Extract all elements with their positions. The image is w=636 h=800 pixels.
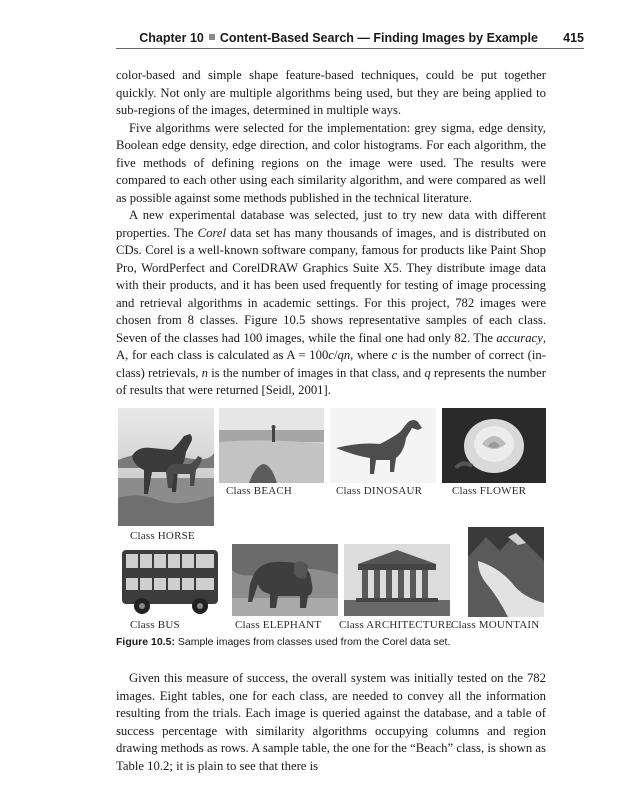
elephant-image <box>232 544 338 616</box>
running-header <box>116 28 584 49</box>
p3-q-var: q <box>424 365 431 380</box>
page-number: 415 <box>563 31 584 45</box>
architecture-image <box>344 544 450 616</box>
p3-accuracy: accuracy <box>496 330 543 345</box>
body-text-bottom <box>116 670 546 775</box>
horse-image <box>118 408 214 526</box>
p3-text-e: , where <box>350 348 392 362</box>
label-class-elephant: Class ELEPHANT <box>235 619 322 631</box>
p3-text-f: is the number of correct (in-class) retrievals, <box>116 348 546 380</box>
paragraph-2: Five algorithms were selected for the implementation: grey sigma, edge density, Boolean edge density, edge direction, and color histograms. For each algorithm, the five methods of defining regions on the image were used. The results were compared to each other using each similarity algorithm, and were compared as well as possible against some methods published in the technical literature. <box>116 120 546 205</box>
p3-n-var: n <box>201 365 209 380</box>
body-text-top <box>116 67 546 400</box>
header-title-line <box>139 31 538 45</box>
dinosaur-image <box>330 408 436 483</box>
p3-text-h: represents the number of results that were returned [Seidl, 2001]. <box>116 365 546 397</box>
label-class-horse: Class HORSE <box>130 530 195 542</box>
paragraph-3 <box>116 207 546 400</box>
label-class-flower: Class FLOWER <box>452 485 527 497</box>
p3-qn: qn <box>337 348 351 362</box>
p3-text-c: , A, for each class is calculated as A = 100 <box>116 330 546 362</box>
caption-text: Sample images from classes used from the Corel data set. <box>177 636 451 648</box>
label-class-mountain: Class MOUNTAIN <box>451 619 540 631</box>
p3-text-a: A new experimental database was selected, just to try new data with different properties. The <box>116 208 546 240</box>
paragraph-1: color-based and simple shape feature-based techniques, could be put together quickly. Not only are multiple algorithms being used, but they are being applied to sub-regions of the images, determined in multiple ways. <box>116 68 546 117</box>
mountain-image <box>468 527 544 617</box>
p3-slash: / <box>333 348 338 362</box>
p3-text-b: data set has many thousands of images, and is distributed on CDs. Corel is a well-known software company, famous for products like Paint Shop Pro, WordPerfect and CorelDRAW Graphics Suite X5. They distribute image data with their products, and it has been used frequently for testing of image processing and retrieval algorithms in academic settings. For this project, 782 images were chosen from 8 classes. Figure 10.5 shows representative samples of each class. Seven of the classes had 100 images, while the final one had only 82. The <box>116 225 546 345</box>
p3-c-var: c <box>328 348 334 362</box>
caption-number: Figure 10.5: <box>116 636 175 648</box>
p3-c-var2: c <box>391 348 398 362</box>
header-title: Content-Based Search — Finding Images by Example <box>219 31 538 45</box>
label-class-bus: Class BUS <box>130 619 180 631</box>
label-class-architecture: Class ARCHITECTURE <box>339 619 453 631</box>
flower-image <box>442 408 546 483</box>
p3-corel: Corel <box>197 225 227 240</box>
beach-image <box>219 408 324 483</box>
header-separator <box>209 34 215 40</box>
p3-text-g: is the number of images in that class, and <box>208 365 425 380</box>
bus-image <box>118 544 222 616</box>
label-class-dinosaur: Class DINOSAUR <box>336 485 423 497</box>
figure-caption <box>116 636 450 648</box>
figure-10-5 <box>116 405 556 635</box>
paragraph-4: Given this measure of success, the overall system was initially tested on the 782 images. Eight tables, one for each class, are needed to convey all the information resulting from the trials. Each image is queried against the database, and a table of success percentage with similarity algorithms occupying columns and region drawing methods as rows. A sample table, the one for the “Beach” class, is shown as Table 10.2; it is plain to see that there is <box>116 671 546 773</box>
header-chapter: Chapter 10 <box>139 31 204 45</box>
label-class-beach: Class BEACH <box>226 485 293 497</box>
